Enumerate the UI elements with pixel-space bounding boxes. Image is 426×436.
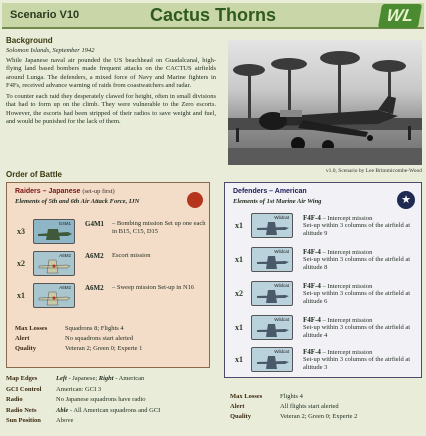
american-unit [233, 213, 423, 241]
unit-name-line: F4F-4 – Intercept mission [303, 348, 373, 356]
wildcat-counter: Wildcat [251, 213, 293, 238]
japanese-unit [15, 219, 205, 247]
background-text [6, 57, 216, 129]
unit-name-line: F4F-4 – Intercept mission [303, 282, 373, 290]
unit-name-line: F4F-4 – Intercept mission [303, 214, 373, 222]
unit-description: Set-up within 3 columns of the airfield at altitude 6 [303, 290, 411, 305]
american-elements: Elements of 1st Marine Air Wing [233, 198, 322, 205]
unit-description: Set-up within 3 columns of the airfield at altitude 8 [303, 256, 411, 271]
american-unit [233, 347, 423, 375]
american-unit [233, 247, 423, 275]
japanese-forces-panel [6, 182, 210, 368]
japanese-unit [15, 251, 205, 279]
photo-caption: v1.0, Scenario by Lee Brimmicombe-Wood [325, 168, 422, 174]
japanese-unit [15, 283, 205, 311]
unit-name: A6M2 [85, 284, 104, 292]
background-subtitle: Solomon Islands, September 1942 [6, 47, 95, 54]
rule-row: Radio No Japanese squadrons have radio [6, 396, 146, 403]
stat-row: Max Losses Flights 4 [230, 393, 303, 400]
unit-description: – Bombing mission Set up one each in B15, C15, D15 [112, 220, 206, 235]
stat-row: Alert No squadrons start alerted [15, 335, 134, 342]
unit-description: Set-up within 3 columns of the airfield at altitude 3 [303, 356, 411, 371]
american-unit [233, 315, 423, 343]
unit-description: – Sweep mission Set-up in N16 [112, 284, 195, 291]
american-stats [230, 393, 426, 423]
american-unit [233, 281, 423, 309]
american-side-title: Defenders – American [233, 188, 307, 195]
rule-row: Radio Nets Able - All American squadrons and GCI [6, 406, 161, 414]
stat-row: Max Losses Squadrons 8; Flights 4 [15, 325, 124, 332]
japanese-side-title: Raiders – Japanese (set-up first) [15, 188, 115, 195]
unit-description: Set-up within 3 columns of the airfield at altitude 9 [303, 222, 411, 237]
unit-quantity: x1 [235, 355, 243, 364]
unit-quantity: x1 [235, 255, 243, 264]
unit-quantity: x2 [235, 289, 243, 298]
unit-description: Escort mission [112, 252, 151, 259]
fighter-counter: A6M2 [33, 283, 75, 308]
stat-row: Alert All flights start alerted [230, 403, 339, 410]
background-heading: Background [6, 36, 53, 45]
stat-row: Quality Veteran 2; Green 0; Experte 2 [230, 413, 358, 420]
scenario-header [2, 3, 424, 29]
wildcat-counter: Wildcat [251, 281, 293, 306]
bomber-counter: G4M1 [33, 219, 75, 244]
unit-name-line: F4F-4 – Intercept mission [303, 316, 373, 324]
unit-name: G4M1 [85, 220, 105, 228]
wildcat-counter: Wildcat [251, 247, 293, 272]
wildcat-counter: Wildcat [251, 315, 293, 340]
us-star-icon: ★ [397, 191, 415, 209]
unit-description: Set-up within 3 columns of the airfield at altitude 4 [303, 324, 411, 339]
unit-quantity: x2 [17, 259, 25, 268]
unit-quantity: x3 [17, 227, 25, 236]
order-of-battle-heading: Order of Battle [6, 170, 63, 179]
unit-name-line: F4F-4 – Intercept mission [303, 248, 373, 256]
rising-sun-icon [187, 192, 203, 208]
wildcat-counter: Wildcat [251, 347, 293, 372]
unit-quantity: x1 [235, 323, 243, 332]
wildcat-photo [228, 40, 422, 165]
scenario-rules [6, 375, 222, 428]
rule-row: Map Edges Left - Japanese; Right - American [6, 375, 145, 382]
fighter-counter: A6M2 [33, 251, 75, 276]
scenario-number: Scenario V10 [10, 9, 80, 21]
japanese-stats [15, 325, 211, 355]
rule-row: Sun Position Above [6, 417, 74, 424]
wl-logo: WL [378, 4, 422, 28]
scenario-title: Cactus Thorns [149, 5, 277, 25]
rule-row: GCI Control American: GCI 3 [6, 385, 102, 393]
stat-row: Quality Veteran 2; Green 0; Experte 1 [15, 345, 143, 352]
background-paragraph: While Japanese naval air pounded the US beachhead on Guadalcanal, high-flying land based bombers made frequent attacks on the CACTUS airfields around Lunga. The defenders, a mixed force of Navy and Marine fighters in F4Fs, received advance warning of raids from coastwatchers and radar. [6, 57, 216, 89]
unit-quantity: x1 [235, 221, 243, 230]
background-paragraph: To counter each raid they desperately clawed for height, often in small divisions that had to form up on the climb. They were vulnerable to the Zero escorts. However, the escorts had been stripped of their radios to save weight and fuel, and would be punished for the lack of them. [6, 93, 216, 126]
unit-quantity: x1 [17, 291, 25, 300]
american-forces-panel [224, 182, 422, 378]
unit-name: A6M2 [85, 252, 104, 260]
japanese-elements: Elements of 5th and 6th Air Attack Force, IJN [15, 198, 140, 205]
